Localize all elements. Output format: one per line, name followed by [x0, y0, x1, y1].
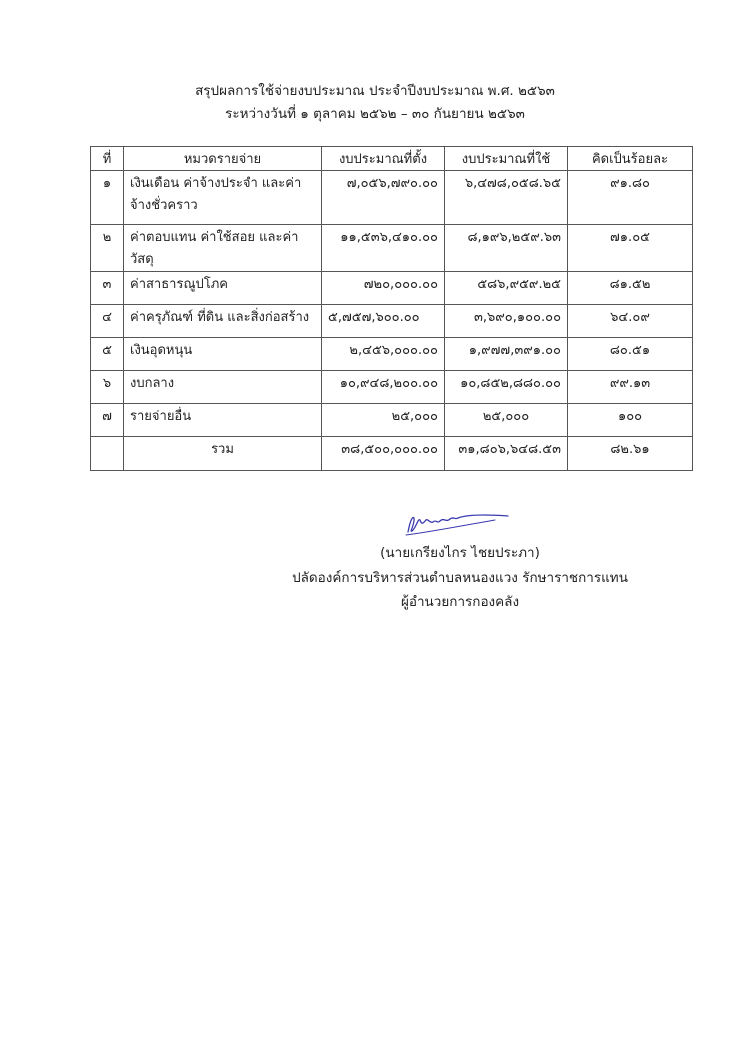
row-percent: ๑๐๐	[568, 404, 693, 437]
row-allocated: ๕,๗๕๗,๖๐๐.๐๐	[322, 305, 445, 338]
row-no: ๒	[91, 225, 124, 272]
row-category: งบกลาง	[124, 371, 322, 404]
row-used: ๑,๙๗๗,๓๙๑.๐๐	[445, 338, 568, 371]
row-no: ๕	[91, 338, 124, 371]
total-label: รวม	[124, 437, 322, 471]
row-used: ๕๘๖,๙๕๙.๒๕	[445, 272, 568, 305]
row-category: เงินอุดหนุน	[124, 338, 322, 371]
table-row	[91, 305, 693, 338]
signer-position: ปลัดองค์การบริหารส่วนตำบลหนองแวง รักษาราชการแทน	[292, 570, 628, 586]
row-allocated: ๑๑,๕๓๖,๔๑๐.๐๐	[322, 225, 445, 272]
document-date-range: ระหว่างวันที่ ๑ ตุลาคม ๒๕๖๒ – ๓๐ กันยายน ๒๕๖๓	[225, 106, 525, 122]
row-no: ๔	[91, 305, 124, 338]
row-used: ๘,๑๙๖,๒๕๙.๖๓	[445, 225, 568, 272]
header-percent: คิดเป็นร้อยละ	[568, 147, 693, 171]
header-no: ที่	[91, 147, 124, 171]
total-percent: ๘๒.๖๑	[568, 437, 693, 471]
row-percent: ๗๑.๐๕	[568, 225, 693, 272]
table-row	[91, 371, 693, 404]
row-no: ๖	[91, 371, 124, 404]
row-used: ๒๕,๐๐๐	[445, 404, 568, 437]
signer-role: ผู้อำนวยการกองคลัง	[400, 594, 520, 610]
header-allocated: งบประมาณที่ตั้ง	[322, 147, 445, 171]
signer-name: (นายเกรียงไกร ไชยประภา)	[380, 545, 540, 561]
budget-table	[90, 146, 693, 471]
table-header-row	[91, 147, 693, 171]
row-percent: ๖๔.๐๙	[568, 305, 693, 338]
total-no	[91, 437, 124, 471]
table-row	[91, 272, 693, 305]
table-row	[91, 225, 693, 272]
row-allocated: ๗๒๐,๐๐๐.๐๐	[322, 272, 445, 305]
row-percent: ๙๑.๘๐	[568, 171, 693, 225]
row-percent: ๘๐.๕๑	[568, 338, 693, 371]
row-no: ๑	[91, 171, 124, 225]
row-category: รายจ่ายอื่น	[124, 404, 322, 437]
row-category: ค่าครุภัณฑ์ ที่ดิน และสิ่งก่อสร้าง	[124, 305, 322, 338]
row-category: ค่าสาธารณูปโภค	[124, 272, 322, 305]
table-row	[91, 338, 693, 371]
total-used: ๓๑,๘๐๖,๖๔๘.๕๓	[445, 437, 568, 471]
row-category: เงินเดือน ค่าจ้างประจำ และค่าจ้างชั่วคราว	[124, 171, 322, 225]
row-used: ๓,๖๙๐,๑๐๐.๐๐	[445, 305, 568, 338]
document-title: สรุปผลการใช้จ่ายงบประมาณ ประจำปีงบประมาณ พ.ศ. ๒๕๖๓	[195, 83, 555, 99]
table-row	[91, 404, 693, 437]
signature-scribble	[400, 508, 515, 538]
header-used: งบประมาณที่ใช้	[445, 147, 568, 171]
row-no: ๗	[91, 404, 124, 437]
row-allocated: ๑๐,๙๔๘,๒๐๐.๐๐	[322, 371, 445, 404]
row-allocated: ๒๕,๐๐๐	[322, 404, 445, 437]
total-allocated: ๓๘,๕๐๐,๐๐๐.๐๐	[322, 437, 445, 471]
row-category: ค่าตอบแทน ค่าใช้สอย และค่าวัสดุ	[124, 225, 322, 272]
header-category: หมวดรายจ่าย	[124, 147, 322, 171]
row-used: ๑๐,๘๕๒,๘๘๐.๐๐	[445, 371, 568, 404]
row-used: ๖,๔๗๘,๐๕๘.๖๕	[445, 171, 568, 225]
table-total-row	[91, 437, 693, 471]
row-percent: ๘๑.๕๒	[568, 272, 693, 305]
row-allocated: ๒,๔๕๖,๐๐๐.๐๐	[322, 338, 445, 371]
row-no: ๓	[91, 272, 124, 305]
row-allocated: ๗,๐๕๖,๗๙๐.๐๐	[322, 171, 445, 225]
table-row	[91, 171, 693, 225]
row-percent: ๙๙.๑๓	[568, 371, 693, 404]
